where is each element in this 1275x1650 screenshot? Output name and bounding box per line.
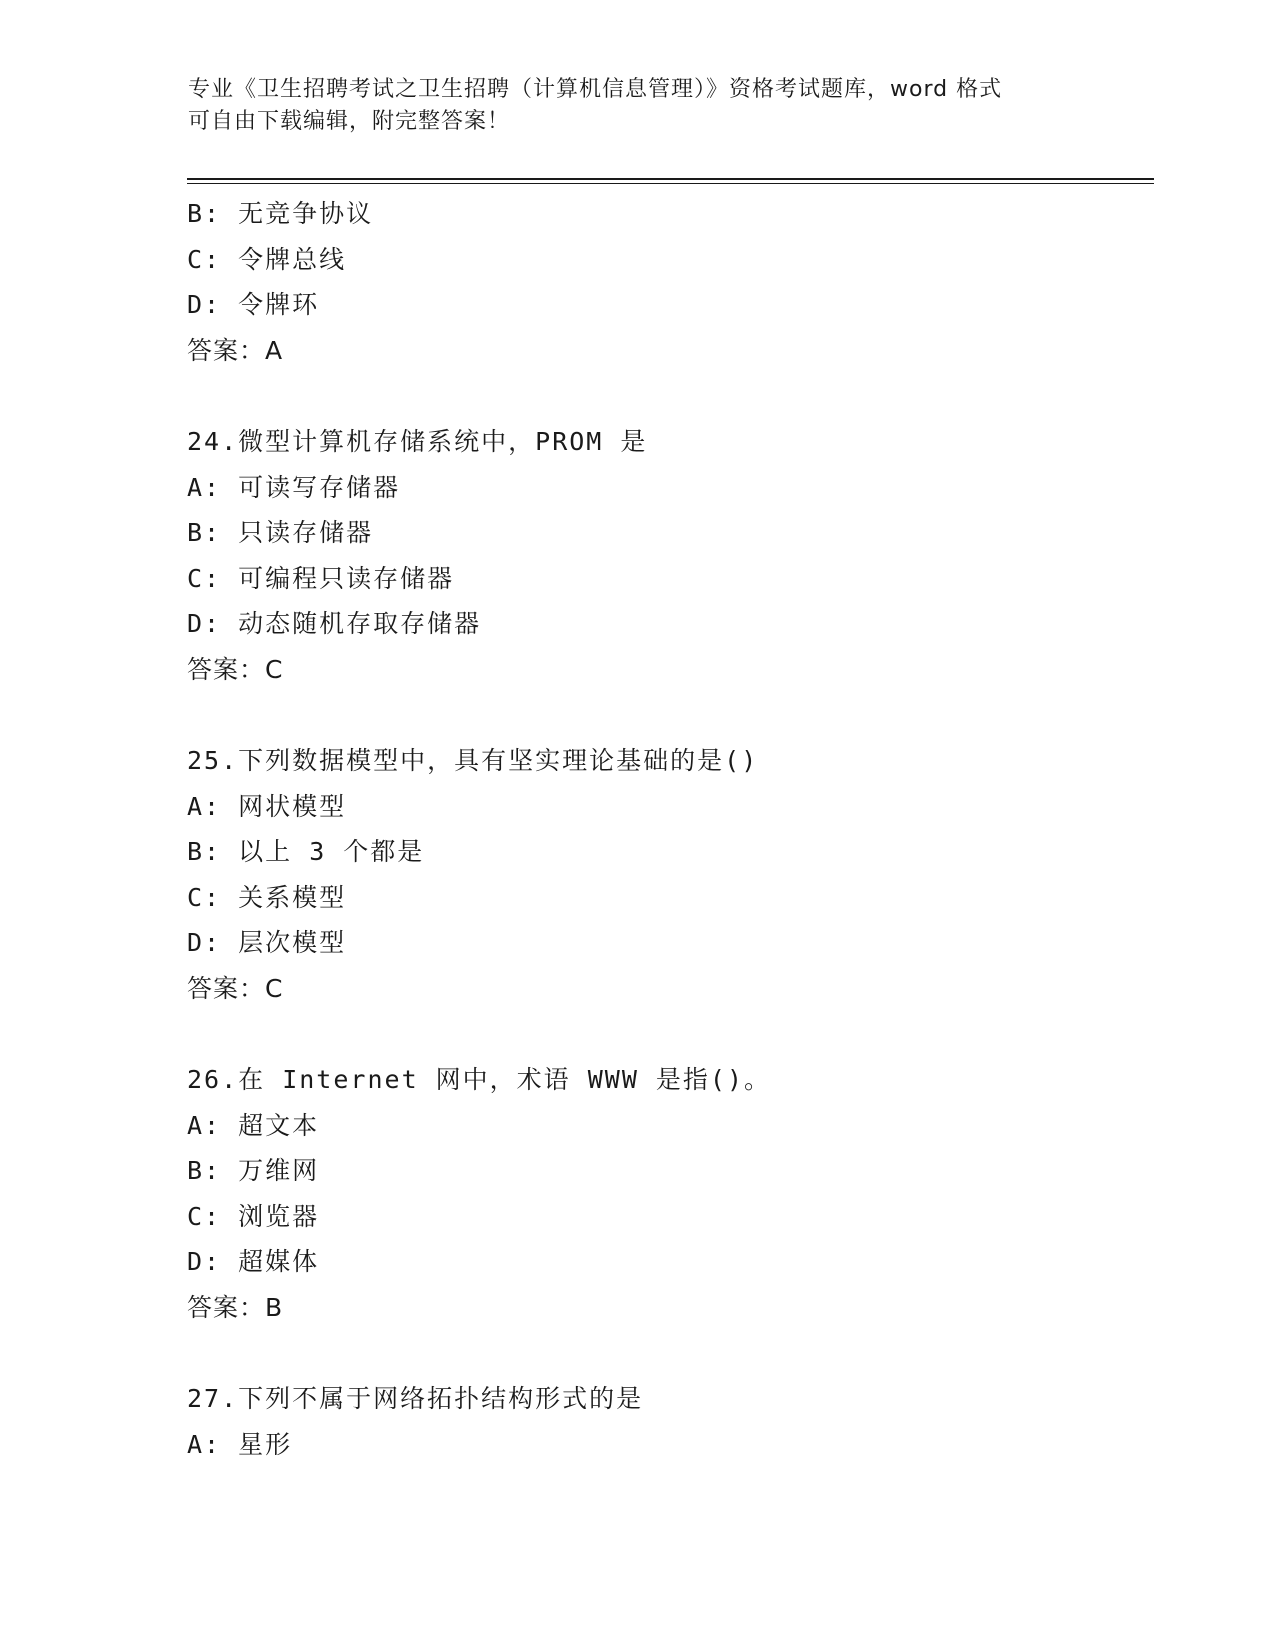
- option-b: B: 万维网: [187, 1156, 320, 1185]
- option-c: C: 浏览器: [187, 1201, 320, 1231]
- answer-line: 答案：A: [187, 335, 284, 365]
- question-list: [187, 191, 1147, 1467]
- option-d: D: 超媒体: [187, 1247, 320, 1276]
- question-block-25: [187, 738, 1147, 1011]
- document-header: [188, 74, 1088, 138]
- option-a: A: 网状模型: [187, 791, 347, 821]
- question-stem: 27.下列不属于网络拓扑结构形式的是: [187, 1384, 644, 1413]
- answer-line: 答案：B: [187, 1292, 284, 1322]
- option-d: D: 动态随机存取存储器: [187, 609, 482, 638]
- question-block-27: [187, 1376, 1147, 1467]
- option-c: C: 关系模型: [187, 882, 347, 912]
- spacer: [187, 373, 1147, 419]
- question-stem: 24.微型计算机存储系统中，PROM 是: [187, 427, 648, 456]
- option-a: A: 超文本: [187, 1110, 320, 1140]
- option-a: A: 可读写存储器: [187, 472, 401, 502]
- header-line-2: 可自由下载编辑，附完整答案！: [188, 109, 511, 134]
- option-d: D: 层次模型: [187, 928, 347, 957]
- question-block-26: [187, 1057, 1147, 1330]
- option-b: B: 无竞争协议: [187, 199, 374, 228]
- spacer: [187, 1330, 1147, 1376]
- header-line-1: 专业《卫生招聘考试之卫生招聘（计算机信息管理）》资格考试题库，word 格式: [188, 77, 1003, 102]
- spacer: [187, 692, 1147, 738]
- option-b: B: 只读存储器: [187, 518, 374, 547]
- spacer: [187, 1011, 1147, 1057]
- option-c: C: 可编程只读存储器: [187, 563, 455, 593]
- question-block-partial: [187, 191, 1147, 373]
- option-c: C: 令牌总线: [187, 244, 347, 274]
- question-stem: 26.在 Internet 网中，术语 WWW 是指()。: [187, 1065, 772, 1094]
- header-divider-thin: [187, 183, 1154, 184]
- answer-line: 答案：C: [187, 973, 284, 1003]
- answer-line: 答案：C: [187, 654, 284, 684]
- option-a: A: 星形: [187, 1429, 293, 1459]
- option-b: B: 以上 3 个都是: [187, 837, 425, 866]
- question-block-24: [187, 419, 1147, 692]
- header-divider-thick: [187, 178, 1154, 180]
- question-stem: 25.下列数据模型中，具有坚实理论基础的是(): [187, 746, 759, 775]
- option-d: D: 令牌环: [187, 290, 320, 319]
